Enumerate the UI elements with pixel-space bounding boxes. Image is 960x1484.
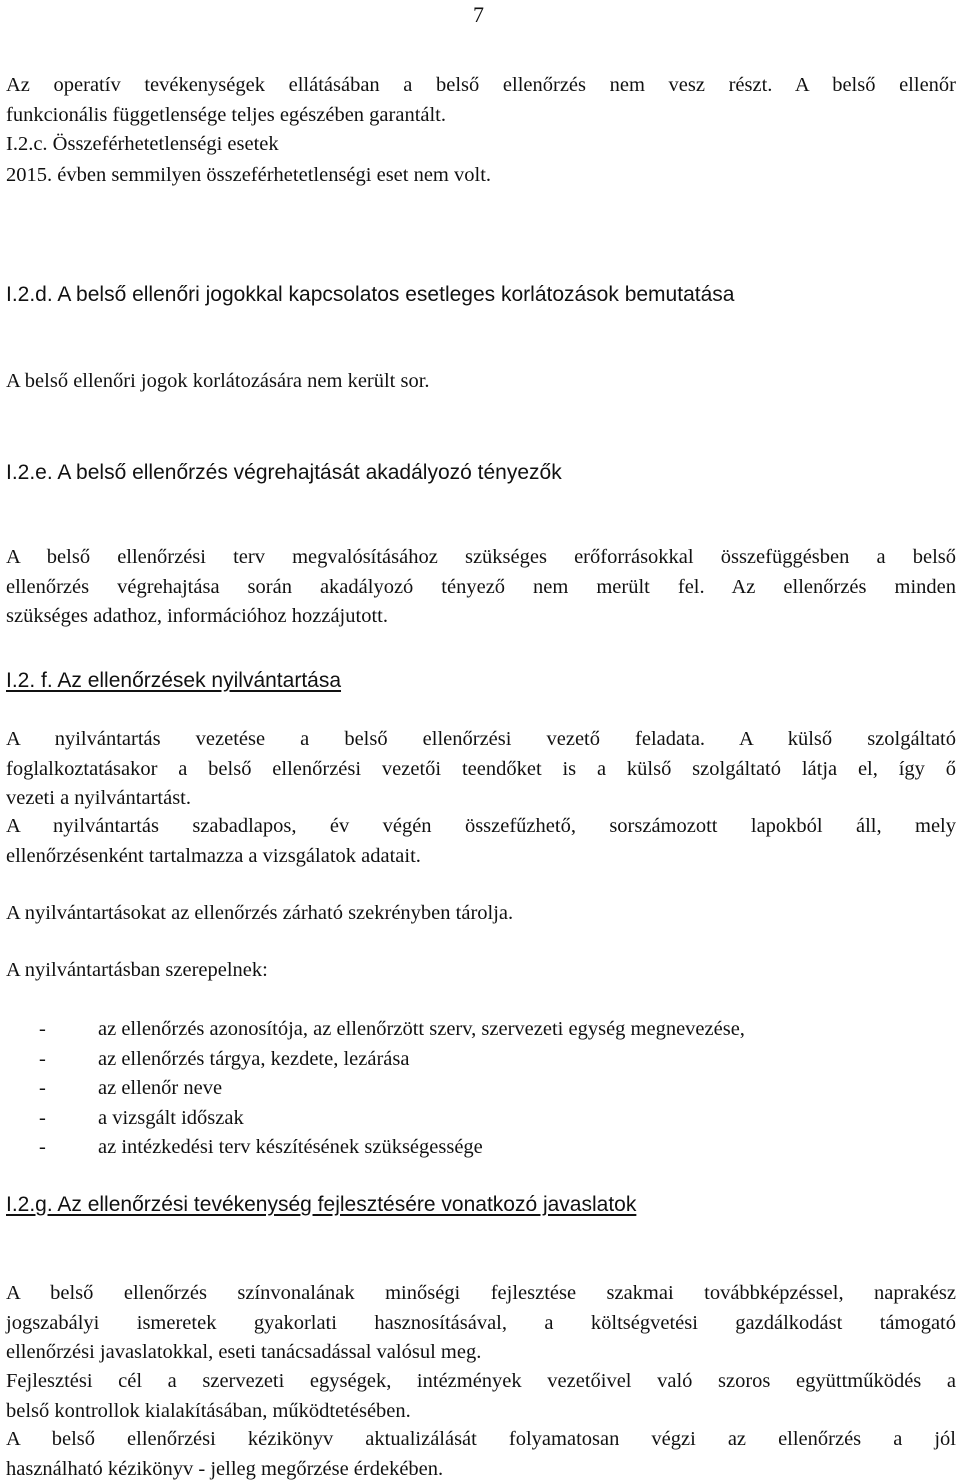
- list-item-text: az intézkedési terv készítésének szükségessége: [98, 1136, 483, 1158]
- section-f-paragraph-1: [6, 725, 956, 814]
- section-f-line: foglalkoztatásakor a belső ellenőrzési vezetői teendőket is a külső szolgáltató látja el, így ő: [6, 757, 956, 780]
- list-item: [6, 1074, 956, 1104]
- list-dash: -: [39, 1106, 46, 1129]
- list-item-text: az ellenőrzés azonosítója, az ellenőrzött szerv, szervezeti egység megnevezése,: [98, 1018, 745, 1040]
- section-f-paragraph-2: [6, 812, 956, 871]
- section-f-line: A nyilvántartás vezetése a belső ellenőrzési vezető feladata. A külső szolgáltató: [6, 728, 956, 750]
- section-g-line: használható kézikönyv - jelleg megőrzése érdekében.: [6, 1457, 444, 1480]
- list-item: [6, 1133, 956, 1163]
- section-g-title: [6, 1190, 956, 1220]
- section-e-line: ellenőrzés végrehajtása során akadályozó tényező nem merült fel. Az ellenőrzés minden: [6, 575, 956, 598]
- page-number: 7: [473, 2, 484, 27]
- section-g-line: ellenőrzési javaslatokkal, eseti tanácsadással valósul meg.: [6, 1341, 482, 1363]
- section-g-title-text: I.2.g. Az ellenőrzési tevékenység fejlesztésére vonatkozó javaslatok: [6, 1193, 637, 1216]
- section-g-line: belső kontrollok kialakításában, működtetésében.: [6, 1399, 411, 1422]
- section-c-title: [6, 130, 956, 160]
- section-d-text: [6, 367, 956, 397]
- section-d-text-line: A belső ellenőri jogok korlátozására nem került sor.: [6, 370, 430, 392]
- section-f-title-text: I.2. f. Az ellenőrzések nyilvántartása: [6, 669, 342, 692]
- intro-line: Az operatív tevékenységek ellátásában a belső ellenőrzés nem vesz részt. A belső ellenőr: [6, 74, 956, 96]
- section-f-line: ellenőrzésenként tartalmazza a vizsgálatok adatait.: [6, 844, 421, 867]
- section-d-title: [6, 280, 956, 310]
- list-item: [6, 1104, 956, 1134]
- list-item-text: a vizsgált időszak: [98, 1106, 244, 1129]
- list-dash: -: [39, 1077, 46, 1099]
- section-e-title: [6, 458, 956, 488]
- section-g-line: A belső ellenőrzési kézikönyv aktualizálását folyamatosan végzi az ellenőrzés a jól: [6, 1428, 956, 1450]
- section-f-line: vezeti a nyilvántartást.: [6, 787, 191, 809]
- list-dash: -: [39, 1047, 46, 1070]
- section-e-title-text: I.2.e. A belső ellenőrzés végrehajtását akadályozó tényezők: [6, 461, 562, 484]
- list-item-text: az ellenőrzés tárgya, kezdete, lezárása: [98, 1047, 410, 1070]
- section-c-title-text: I.2.c. Összeférhetetlenségi esetek: [6, 133, 279, 155]
- section-e-line: szükséges adathoz, információhoz hozzájutott.: [6, 605, 388, 627]
- section-f-list-intro-text: A nyilvántartásban szerepelnek:: [6, 959, 268, 981]
- section-f-line: A nyilvántartás szabadlapos, év végén összefűzhető, sorszámozott lapokból áll, mely: [6, 815, 956, 837]
- section-g-line: A belső ellenőrzés színvonalának minőségi fejlesztése szakmai továbbképzéssel, naprakész: [6, 1282, 956, 1304]
- section-g-paragraph-1: [6, 1279, 956, 1368]
- section-g-paragraph-3: [6, 1425, 956, 1484]
- section-f-title: [6, 666, 956, 696]
- list-item: [6, 1045, 956, 1075]
- list-item-text: az ellenőr neve: [98, 1077, 223, 1099]
- section-g-line: jogszabályi ismeretek gyakorlati hasznosításával, a költségvetési gazdálkodást támogató: [6, 1311, 956, 1334]
- section-f-line: A nyilvántartásokat az ellenőrzés zárható szekrényben tárolja.: [6, 902, 514, 924]
- section-c-text: [6, 161, 956, 191]
- list-dash: -: [39, 1018, 46, 1040]
- section-c-text-line: 2015. évben semmilyen összeférhetetlenségi eset nem volt.: [6, 164, 492, 186]
- section-e-line: A belső ellenőrzési terv megvalósításához szükséges erőforrásokkal összefüggésben a belső: [6, 546, 956, 568]
- list-dash: -: [39, 1136, 46, 1158]
- section-e-paragraph: [6, 543, 956, 632]
- section-g-paragraph-2: [6, 1367, 956, 1426]
- list-item: [6, 1015, 956, 1045]
- section-f-paragraph-3: [6, 899, 956, 929]
- record-list: [6, 1015, 956, 1163]
- section-f-list-intro: [6, 956, 956, 986]
- section-d-title-text: I.2.d. A belső ellenőri jogokkal kapcsolatos esetleges korlátozások bemutatása: [6, 283, 735, 306]
- section-g-line: Fejlesztési cél a szervezeti egységek, intézmények vezetőivel való szoros együttműködés a: [6, 1370, 956, 1392]
- intro-line: funkcionális függetlensége teljes egészében garantált.: [6, 103, 446, 126]
- intro-paragraph: [6, 71, 956, 130]
